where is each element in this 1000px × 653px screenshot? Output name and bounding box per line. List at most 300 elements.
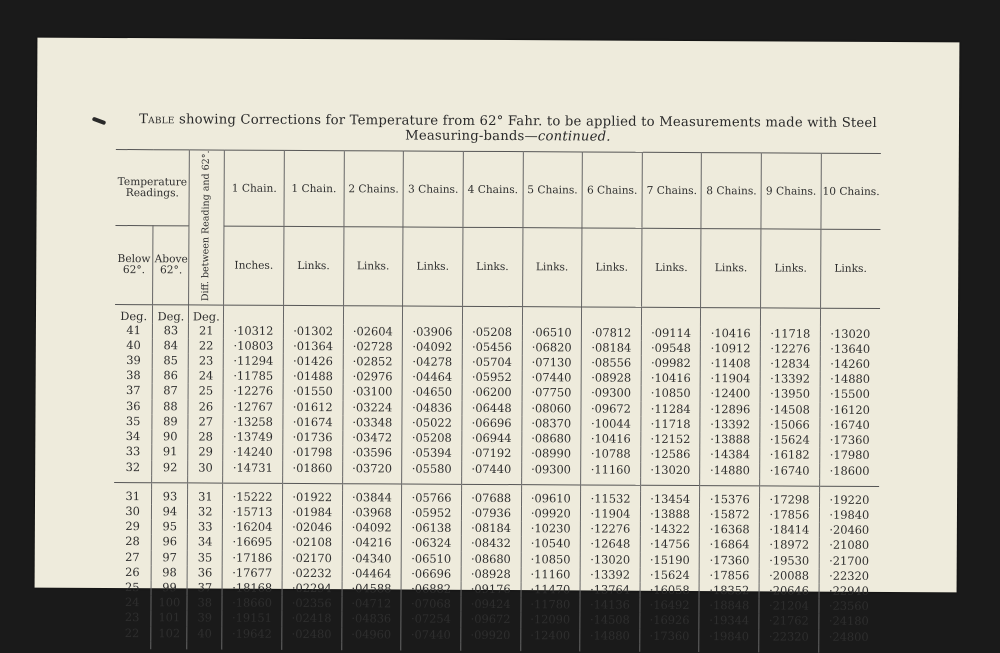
table-cell: 98 — [152, 565, 188, 580]
table-cell: ·10416 — [701, 326, 761, 342]
table-cell: ·09176 — [461, 582, 521, 598]
table-cell: ·16695 — [223, 535, 283, 551]
table-cell: ·04092 — [342, 520, 402, 536]
table-cell: ·21762 — [759, 614, 819, 630]
table-cell: ·05580 — [402, 461, 462, 477]
table-cell: ·14322 — [640, 522, 700, 538]
table-cell: ·13764 — [580, 582, 640, 598]
table-cell: ·10230 — [521, 521, 581, 537]
table-cell: 97 — [152, 550, 188, 565]
table-cell: ·04464 — [402, 370, 462, 386]
table-cell: 39 — [126, 353, 141, 368]
table-cell: 29 — [188, 445, 223, 460]
table-cell: ·06882 — [401, 581, 461, 597]
temperature-header: Temperature Readings. — [115, 150, 189, 227]
table-cell: 24 — [189, 369, 224, 384]
table-cell: ·05952 — [402, 505, 462, 521]
table-cell: 22 — [124, 625, 140, 640]
table-cell: 86 — [153, 368, 189, 383]
table-cell: ·13392 — [700, 417, 760, 433]
table-cell: 40 — [126, 337, 141, 353]
table-cell: ·18972 — [759, 538, 819, 554]
table-cell: ·04960 — [341, 627, 401, 643]
deg-label: Deg. — [153, 304, 189, 323]
table-cell: ·09548 — [641, 341, 701, 357]
table-cell: ·10803 — [224, 338, 284, 354]
table-cell: 101 — [151, 611, 187, 626]
table-cell: ·16492 — [640, 598, 700, 614]
table-cell: 21 — [189, 323, 224, 338]
table-cell: 26 — [188, 399, 223, 414]
table-cell: 30 — [125, 503, 140, 519]
table-cell: ·01674 — [283, 415, 343, 431]
table-cell: 34 — [188, 535, 223, 550]
table-cell: ·03968 — [342, 505, 402, 521]
table-cell: ·01736 — [283, 430, 343, 446]
table-cell: 88 — [152, 399, 188, 414]
table-cell: ·16926 — [640, 613, 700, 629]
table-cell: ·24800 — [819, 629, 879, 645]
table-cell: ·18660 — [222, 596, 282, 612]
table-cell: ·09920 — [461, 627, 521, 643]
table-cell: ·20088 — [759, 568, 819, 584]
table-cell: 25 — [188, 384, 223, 399]
table-cell: ·04092 — [402, 339, 462, 355]
table-cell: 33 — [188, 519, 223, 534]
table-cell: ·04836 — [402, 400, 462, 416]
table-cell: ·11470 — [521, 582, 581, 598]
table-cell: ·15190 — [640, 552, 700, 568]
table-cell: 90 — [152, 429, 188, 444]
table-cell: ·01984 — [282, 505, 342, 521]
table-cell: ·04588 — [342, 581, 402, 597]
table-cell: 23 — [189, 353, 224, 368]
table-cell: ·05456 — [462, 340, 522, 356]
table-cell: ·14240 — [223, 445, 283, 461]
table-cell: ·11904 — [701, 371, 761, 387]
deg-label: Deg. — [120, 308, 148, 323]
table-cell: ·08928 — [581, 371, 641, 387]
table-cell: 33 — [125, 444, 141, 459]
table-cell: ·12400 — [701, 387, 761, 403]
table-cell: ·14508 — [760, 402, 820, 418]
table-cell: 95 — [152, 519, 188, 534]
table-cell: 34 — [125, 429, 141, 444]
table-cell: ·21700 — [819, 553, 879, 569]
table-cell: 102 — [151, 626, 187, 641]
table-cell: ·06696 — [401, 566, 461, 582]
table-cell: ·15713 — [223, 504, 283, 520]
table-cell: ·11904 — [581, 506, 641, 522]
table-cell: ·17298 — [760, 492, 820, 508]
table-cell: 28 — [188, 429, 223, 444]
table-cell: ·02294 — [282, 581, 342, 597]
table-cell: ·18168 — [222, 580, 282, 596]
table-cell: ·06324 — [401, 536, 461, 552]
table-cell: ·01302 — [283, 324, 343, 340]
table-cell: ·17856 — [700, 568, 760, 584]
table-cell: ·07440 — [462, 461, 522, 477]
pointer-mark — [92, 117, 107, 126]
table-cell: ·12090 — [520, 612, 580, 628]
table-cell: ·09114 — [641, 325, 701, 341]
table-cell: ·08432 — [461, 536, 521, 552]
table-cell: ·04216 — [342, 536, 402, 552]
table-cell: ·16864 — [700, 537, 760, 553]
table-cell: ·14384 — [700, 447, 760, 463]
table-cell: ·05208 — [402, 431, 462, 447]
table-cell: ·17360 — [700, 553, 760, 569]
table-cell: ·04712 — [341, 596, 401, 612]
table-cell: ·11284 — [641, 401, 701, 417]
table-cell: ·02728 — [343, 339, 403, 355]
table-cell: ·11408 — [701, 356, 761, 372]
table-cell: ·12276 — [760, 341, 820, 357]
table-cell: ·08990 — [521, 446, 581, 462]
unit-header: Links. — [283, 227, 343, 306]
table-cell: ·04464 — [342, 566, 402, 582]
table-cell: ·10540 — [521, 536, 581, 552]
table-cell: ·16368 — [700, 522, 760, 538]
table-cell: ·07812 — [582, 325, 642, 341]
table-cell: ·17360 — [640, 628, 700, 644]
table-cell: ·16204 — [223, 520, 283, 536]
table-cell: ·21204 — [759, 599, 819, 615]
below-header: Below 62°. — [115, 226, 153, 305]
table-cell: ·12276 — [581, 522, 641, 538]
table-cell: ·11160 — [521, 567, 581, 583]
table-cell: ·01922 — [282, 490, 342, 506]
table-cell: ·10850 — [521, 552, 581, 568]
table-cell: ·15624 — [760, 432, 820, 448]
col-header: 5 Chains. — [522, 152, 582, 229]
table-cell: ·05022 — [402, 415, 462, 431]
table-cell: ·06944 — [462, 431, 522, 447]
table-cell: ·07192 — [462, 446, 522, 462]
table-cell: ·02604 — [343, 324, 403, 340]
col-header: 6 Chains. — [582, 152, 642, 229]
table-cell: ·04836 — [341, 612, 401, 628]
table-cell: ·09982 — [641, 356, 701, 372]
table-cell: 93 — [152, 489, 188, 504]
table-cell: 85 — [153, 353, 189, 368]
table-cell: ·04650 — [402, 385, 462, 401]
table-cell: 37 — [187, 580, 222, 595]
table-cell: 22 — [189, 338, 224, 353]
table-cell: ·01612 — [283, 400, 343, 416]
table-cell: ·05766 — [402, 490, 462, 506]
table-cell: ·12834 — [760, 356, 820, 372]
table-cell: ·14260 — [820, 357, 880, 373]
table-cell: ·01860 — [283, 460, 343, 476]
col-header: 1 Chain. — [284, 150, 344, 227]
table-cell: 36 — [125, 398, 141, 413]
table-cell: ·05394 — [402, 446, 462, 462]
table-cell: ·15500 — [820, 387, 880, 403]
table-cell: ·02976 — [343, 369, 403, 385]
table-cell: ·14880 — [820, 372, 880, 388]
table-cell: 92 — [152, 460, 188, 475]
table-cell: ·18600 — [819, 463, 879, 479]
table-cell: ·08680 — [521, 431, 581, 447]
table-cell: 36 — [188, 565, 223, 580]
table-cell: ·08060 — [521, 401, 581, 417]
table-cell: ·06448 — [462, 401, 522, 417]
table-cell: ·13950 — [760, 387, 820, 403]
table-cell: ·19344 — [699, 613, 759, 629]
table-cell: ·17980 — [820, 448, 880, 464]
table-cell: ·08680 — [461, 551, 521, 567]
table-cell: ·07254 — [401, 612, 461, 628]
table-cell: ·02232 — [282, 566, 342, 582]
table-cell: ·13020 — [820, 326, 880, 342]
table-cell: ·09424 — [461, 597, 521, 613]
unit-header: Links. — [701, 229, 761, 308]
table-cell: ·14756 — [640, 537, 700, 553]
table-cell: ·07688 — [461, 491, 521, 507]
table-cell: ·22320 — [759, 629, 819, 645]
table-cell: ·06696 — [462, 416, 522, 432]
table-cell: ·16120 — [820, 402, 880, 418]
table-cell: ·07440 — [401, 627, 461, 643]
table-cell: ·18414 — [759, 522, 819, 538]
table-cell: ·05208 — [462, 324, 522, 340]
table-cell: ·15376 — [700, 492, 760, 508]
col-header: 2 Chains. — [344, 151, 404, 228]
table-cell: ·11785 — [223, 369, 283, 385]
col-header: 3 Chains. — [403, 151, 463, 228]
table-cell: 23 — [124, 610, 140, 625]
table-cell: ·19840 — [699, 629, 759, 645]
table-cell: 27 — [125, 549, 140, 564]
table-cell: ·20460 — [819, 523, 879, 539]
unit-header: Links. — [582, 228, 642, 307]
table-cell: ·05704 — [462, 355, 522, 371]
table-cell: ·11718 — [761, 326, 821, 342]
table-cell: ·01488 — [283, 369, 343, 385]
table-cell: ·13392 — [580, 567, 640, 583]
table-cell: ·19642 — [222, 626, 282, 642]
table-cell: ·09672 — [461, 612, 521, 628]
col-header: 9 Chains. — [761, 153, 821, 230]
unit-header: Links. — [343, 227, 403, 306]
table-cell: ·13258 — [223, 414, 283, 430]
table-cell: ·10044 — [581, 416, 641, 432]
table-cell: ·15872 — [700, 507, 760, 523]
table-cell: ·17856 — [760, 507, 820, 523]
table-cell: ·13640 — [820, 342, 880, 358]
table-cell: ·01426 — [283, 354, 343, 370]
table-cell: ·02480 — [282, 626, 342, 642]
table-cell: 94 — [152, 504, 188, 519]
table-cell: 32 — [125, 459, 141, 474]
table-cell: ·06820 — [522, 340, 582, 356]
table-cell: ·07068 — [401, 597, 461, 613]
title-prefix: Table — [139, 112, 175, 128]
table-cell: ·16740 — [760, 463, 820, 479]
table-cell: ·06510 — [522, 325, 582, 341]
table-cell: ·03844 — [342, 490, 402, 506]
corrections-table — [113, 149, 881, 653]
table-cell: ·16740 — [820, 418, 880, 434]
table-cell: ·01550 — [283, 384, 343, 400]
table-cell: ·07440 — [522, 370, 582, 386]
document-card — [35, 38, 960, 644]
table-cell: ·05952 — [462, 370, 522, 386]
table-body — [113, 304, 880, 653]
table-cell: 38 — [126, 368, 141, 383]
table-cell: ·03596 — [342, 445, 402, 461]
table-cell: ·13392 — [760, 372, 820, 388]
table-cell: ·20646 — [759, 583, 819, 599]
table-cell: ·01364 — [283, 339, 343, 355]
unit-header: Links. — [462, 228, 522, 307]
table-cell: 99 — [151, 580, 187, 595]
table-cell: 83 — [153, 323, 189, 338]
table-cell: ·04340 — [342, 551, 402, 567]
table-cell: ·15066 — [760, 417, 820, 433]
table-cell: ·16182 — [760, 448, 820, 464]
unit-header: Links. — [522, 228, 582, 307]
table-cell: ·19151 — [222, 611, 282, 627]
table-cell: ·10416 — [641, 371, 701, 387]
unit-header: Links. — [641, 228, 701, 307]
table-cell: ·12276 — [223, 384, 283, 400]
col-header: 8 Chains. — [701, 153, 761, 230]
table-cell: ·14136 — [580, 598, 640, 614]
table-cell: ·14731 — [223, 460, 283, 476]
table-cell: 38 — [187, 596, 222, 611]
table-cell: ·10416 — [581, 432, 641, 448]
table-cell: 29 — [125, 519, 140, 534]
table-cell: ·17186 — [222, 550, 282, 566]
table-cell: 87 — [152, 384, 188, 399]
table-cell: ·15624 — [640, 567, 700, 583]
table-cell: 32 — [188, 504, 223, 519]
table-cell: ·07750 — [522, 386, 582, 402]
diff-header — [189, 150, 225, 305]
table-cell: 35 — [188, 550, 223, 565]
table-cell: ·18848 — [699, 598, 759, 614]
table-cell: ·12400 — [520, 628, 580, 644]
table-cell: ·02046 — [282, 520, 342, 536]
table-cell: ·21080 — [819, 538, 879, 554]
table-cell: ·15222 — [223, 489, 283, 505]
table-cell: 89 — [152, 414, 188, 429]
table-cell: ·22320 — [819, 568, 879, 584]
table-cell: ·17677 — [222, 565, 282, 581]
table-cell: ·11532 — [581, 491, 641, 507]
table-cell: ·02418 — [282, 611, 342, 627]
table-cell: ·16058 — [640, 583, 700, 599]
table-cell: ·02108 — [282, 535, 342, 551]
table-cell: 28 — [125, 534, 140, 549]
table-cell: ·10312 — [224, 323, 284, 339]
table-cell: ·03224 — [343, 400, 403, 416]
table-cell: 30 — [188, 460, 223, 475]
table-cell: ·11718 — [641, 417, 701, 433]
table-cell: ·03100 — [343, 385, 403, 401]
table-cell: ·08928 — [461, 567, 521, 583]
col-header: 4 Chains. — [463, 151, 523, 228]
table-cell: ·19530 — [759, 553, 819, 569]
table-cell: ·10850 — [641, 386, 701, 402]
table-cell: ·13454 — [640, 491, 700, 507]
table-cell: ·06510 — [401, 551, 461, 567]
table-cell: ·14508 — [580, 613, 640, 629]
table-cell: ·08184 — [461, 521, 521, 537]
table-cell: ·03720 — [342, 461, 402, 477]
table-cell: 31 — [125, 488, 141, 503]
table-cell: ·18352 — [700, 583, 760, 599]
table-cell: ·12767 — [223, 399, 283, 415]
table-cell: ·09300 — [521, 462, 581, 478]
col-header: 1 Chain. — [224, 150, 284, 227]
table-cell: ·09920 — [521, 506, 581, 522]
unit-header: Inches. — [224, 226, 284, 305]
table-cell: ·17360 — [820, 433, 880, 449]
table-cell: ·14880 — [700, 463, 760, 479]
table-cell: ·06200 — [462, 385, 522, 401]
table-cell: ·09610 — [521, 491, 581, 507]
table-cell: ·12152 — [641, 432, 701, 448]
col-header: 7 Chains. — [642, 152, 702, 229]
diff-header-text: Diff. between Reading and 62°. — [200, 150, 213, 302]
table-cell: 84 — [153, 338, 189, 353]
unit-header: Links. — [403, 227, 463, 306]
table-cell: ·08556 — [581, 356, 641, 372]
table-cell: 26 — [125, 564, 140, 579]
table-cell: ·03906 — [403, 324, 463, 340]
table-cell: ·11160 — [581, 462, 641, 478]
table-cell: 41 — [126, 322, 141, 337]
title-suffix: continued. — [537, 129, 611, 145]
table-cell: ·07936 — [461, 506, 521, 522]
table-cell: 100 — [151, 595, 187, 610]
above-header: Above 62°. — [153, 226, 189, 305]
title-main: showing Corrections for Temperature from 62° Fahr. to be applied to Measurements made with Steel Measuring-bands— — [174, 112, 877, 145]
table-cell: 35 — [125, 413, 141, 429]
table-cell: ·24180 — [819, 614, 879, 630]
table-cell: ·13020 — [640, 462, 700, 478]
table-cell: 24 — [124, 595, 140, 610]
table-cell: ·10788 — [581, 447, 641, 463]
unit-header: Links. — [820, 229, 880, 308]
deg-label: Deg. — [189, 305, 224, 324]
table-cell: 96 — [152, 535, 188, 550]
table-cell: ·07130 — [522, 355, 582, 371]
table-cell: ·01798 — [283, 445, 343, 461]
table-cell: 39 — [187, 611, 222, 626]
table-cell: ·12648 — [580, 537, 640, 553]
table-cell: 25 — [125, 579, 140, 595]
table-cell: ·08184 — [581, 340, 641, 356]
table-cell: ·23560 — [819, 599, 879, 615]
table-cell: ·13020 — [580, 552, 640, 568]
table-cell: ·10912 — [701, 341, 761, 357]
table-cell: ·03472 — [342, 430, 402, 446]
table-cell: ·13749 — [223, 430, 283, 446]
table-cell: ·02852 — [343, 354, 403, 370]
table-cell: ·11780 — [520, 597, 580, 613]
table-cell: ·22940 — [819, 584, 879, 600]
table-cell: 40 — [187, 626, 222, 641]
table-cell: ·06138 — [402, 521, 462, 537]
table-cell: 37 — [126, 383, 141, 398]
table-cell: ·12586 — [641, 447, 701, 463]
table-cell: 31 — [188, 489, 223, 504]
table-cell: ·04278 — [402, 355, 462, 371]
